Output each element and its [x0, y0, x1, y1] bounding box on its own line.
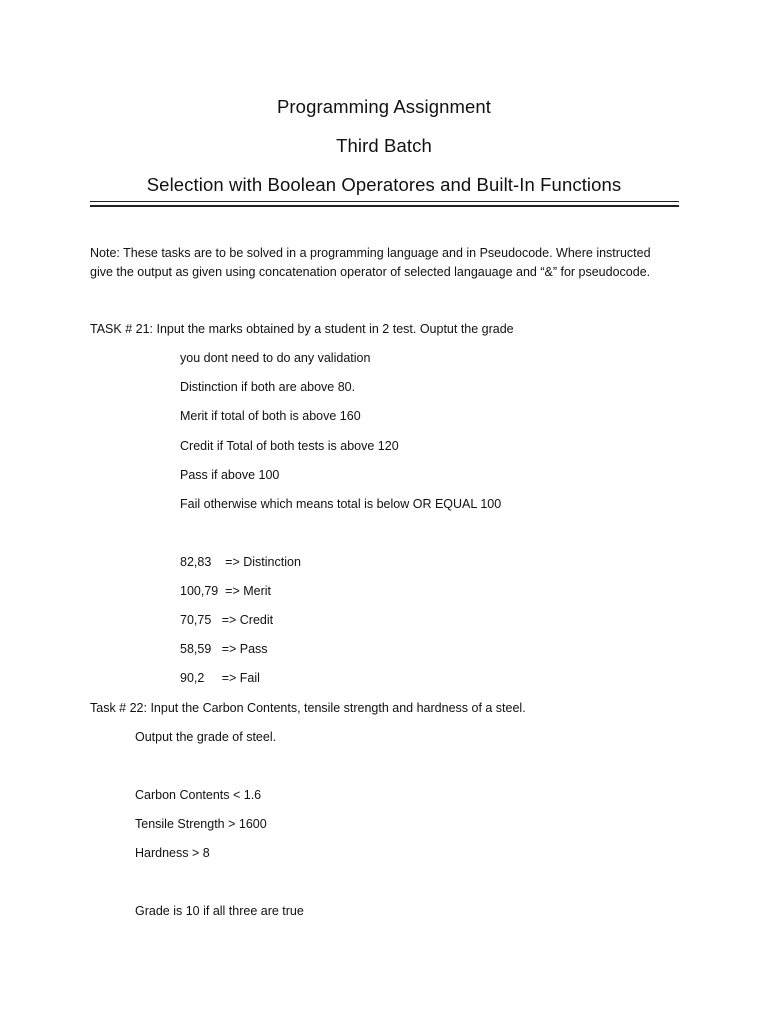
document-title: Programming Assignment [276, 96, 491, 117]
task21-example: 100,79 => Merit [180, 584, 272, 598]
task21-rule: Fail otherwise which means total is below OR EQUAL 100 [180, 497, 502, 511]
document-topic: Selection with Boolean Operatores and Built-In Functions [146, 174, 622, 195]
task21-rule: Distinction if both are above 80. [180, 380, 356, 394]
task21-rule: Credit if Total of both tests is above 120 [180, 439, 399, 453]
note-line-2: give the output as given using concatenation operator of selected langauage and “&” for pseudocode. [90, 265, 651, 279]
title-divider-thick [90, 205, 679, 207]
title-divider-thin [90, 201, 679, 202]
task22-condition: Carbon Contents < 1.6 [135, 788, 262, 802]
task21-heading: TASK # 21: Input the marks obtained by a student in 2 test. Ouptut the grade [90, 322, 514, 336]
note-line-1: Note: These tasks are to be solved in a programming language and in Pseudocode. Where instructed [90, 246, 651, 260]
task22-heading: Task # 22: Input the Carbon Contents, tensile strength and hardness of a steel. [90, 701, 526, 715]
task22-grade-line: Grade is 10 if all three are true [135, 904, 304, 918]
task21-rule: you dont need to do any validation [180, 351, 371, 365]
task22-subheading: Output the grade of steel. [135, 730, 277, 744]
task21-example: 90,2 => Fail [180, 671, 260, 685]
document-subtitle: Third Batch [336, 135, 432, 156]
task22-condition: Tensile Strength > 1600 [135, 817, 267, 831]
task22-condition: Hardness > 8 [135, 846, 210, 860]
task21-rule: Merit if total of both is above 160 [180, 409, 361, 423]
task21-example: 82,83 => Distinction [180, 555, 301, 569]
task21-example: 70,75 => Credit [180, 613, 274, 627]
task21-rule: Pass if above 100 [180, 468, 280, 482]
task21-example: 58,59 => Pass [180, 642, 268, 656]
